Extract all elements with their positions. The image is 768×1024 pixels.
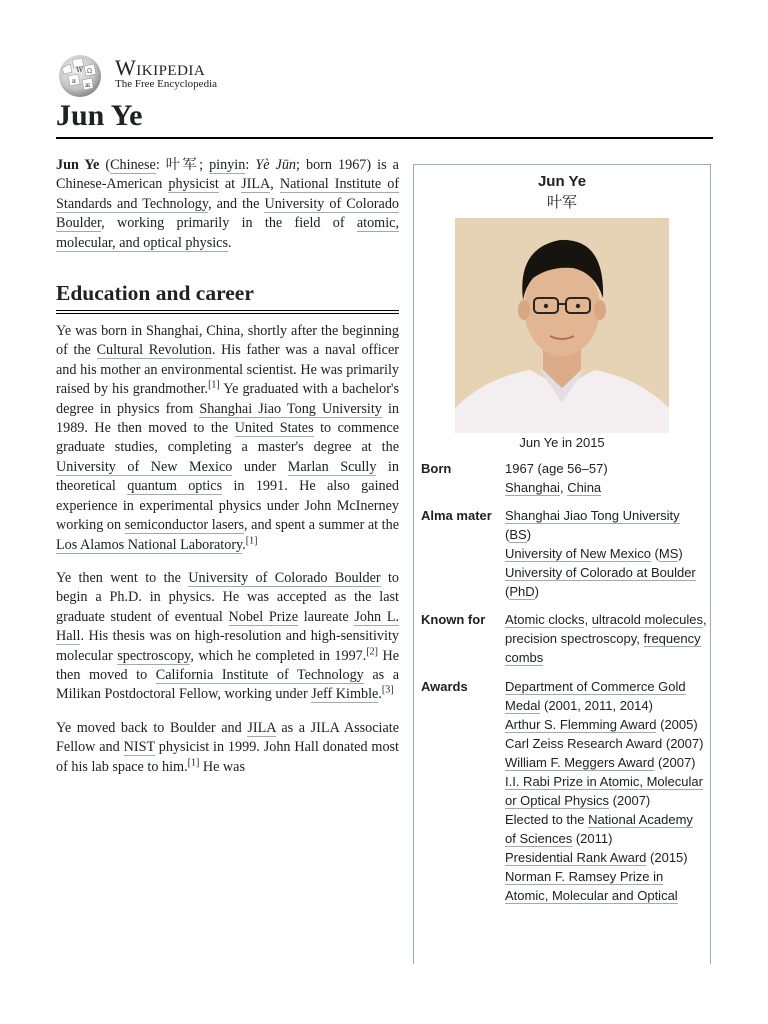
wikipedia-tagline: The Free Encyclopedia bbox=[115, 78, 218, 90]
infobox-row-awards bbox=[414, 677, 710, 905]
portrait-photo[interactable] bbox=[455, 218, 669, 433]
link-nist[interactable]: National Institute of Standards and Technology bbox=[56, 176, 400, 212]
link-ramsey-prize[interactable]: Norman F. Ramsey Prize in Atomic, Molecular and Optical bbox=[505, 869, 678, 903]
paragraph-text: Ye then went to the bbox=[56, 569, 181, 586]
born-text: born 1967 bbox=[305, 157, 367, 173]
paragraph-early-life: Ye was born in Shanghai, China, shortly after the beginning of the Cultural Revolution. His father was a naval officer and his mother an environmental scientist. He was primarily raised by his grandmother.[1] Ye graduated with a bachelor's degree in physics from Shanghai Jiao Tong University in 1989. He then moved to the United States to commence graduate studies, completing a master's degree at the University of New Mexico under Marlan Scully in theoretical quantum optics in 1991. He also gained experience in experimental physics under John McInerney working on semiconductor lasers, and spent a summer at the Los Alamos National Laboratory.[1] bbox=[56, 323, 400, 553]
photo-caption: Jun Ye in 2015 bbox=[519, 435, 605, 450]
infobox-title: Jun Ye bbox=[537, 173, 587, 190]
paragraph-text: . His thesis was on high-resolution and high-sensitivity molecular bbox=[56, 628, 399, 664]
chinese-name: 叶军 bbox=[165, 157, 200, 173]
known-for-text: precision spectroscopy bbox=[505, 631, 637, 646]
award-years: (2011) bbox=[575, 831, 613, 846]
link-nist[interactable]: NIST bbox=[123, 739, 155, 756]
link-atomic-clocks[interactable]: Atomic clocks bbox=[505, 612, 585, 627]
paragraph-text: to begin a Ph.D. in physics. He was accepted as the last graduate student of eventual bbox=[56, 569, 399, 625]
paragraph-text: as a JILA Associate Fellow and bbox=[56, 719, 400, 756]
paragraph-text: , which he completed in 1997. bbox=[190, 647, 367, 664]
intro-text: , and the bbox=[208, 195, 260, 212]
paragraph-text: laureate bbox=[303, 608, 349, 625]
link-john-hall[interactable]: John L. Hall bbox=[56, 608, 400, 645]
svg-text:и: и bbox=[72, 78, 76, 85]
link-lanl[interactable]: Los Alamos National Laboratory bbox=[56, 536, 243, 553]
link-jila[interactable]: JILA bbox=[247, 719, 276, 736]
wikipedia-globe-icon bbox=[56, 54, 104, 98]
paragraph-phd bbox=[56, 569, 399, 705]
paragraph-text: Ye moved back to Boulder and bbox=[56, 719, 242, 736]
link-china[interactable]: China bbox=[567, 480, 602, 495]
link-sjtu[interactable]: Shanghai Jiao Tong University bbox=[199, 400, 382, 417]
link-caltech[interactable]: California Institute of Technology bbox=[155, 666, 364, 683]
link-phd[interactable]: PhD bbox=[509, 584, 535, 599]
link-pinyin[interactable]: pinyin bbox=[209, 157, 246, 173]
award-years: (2005) bbox=[660, 717, 698, 732]
link-nas[interactable]: National Academy of Sciences bbox=[505, 812, 693, 846]
link-bs[interactable]: BS bbox=[509, 527, 527, 542]
paragraph-text: . bbox=[378, 686, 382, 703]
awards-value bbox=[505, 677, 707, 905]
intro-paragraph: Jun Ye (Chinese: 叶军; pinyin: Yè Jūn; born 1967) is a Chinese-American physicist at JILA, National Institute of Standards and Technology, and the University of Colorado Boulder, working primarily in the field of atomic, molecular, and optical physics. bbox=[56, 157, 400, 251]
paragraph-text: in 1991. He also gained experience in experimental physics under John McInerney working on bbox=[56, 478, 399, 534]
link-cu-boulder[interactable]: University of Colorado Boulder bbox=[56, 195, 400, 232]
link-united-states[interactable]: United States bbox=[234, 420, 314, 437]
awards-label: Awards bbox=[421, 679, 468, 694]
link-sjtu[interactable]: Shanghai Jiao Tong University bbox=[505, 508, 680, 523]
link-chinese[interactable]: Chinese bbox=[110, 157, 156, 173]
infobox-row-alma-mater bbox=[414, 506, 710, 601]
link-rabi-prize[interactable]: I.I. Rabi Prize in Atomic, Molecular or Optical Physics bbox=[505, 774, 703, 808]
link-semiconductor-lasers[interactable]: semiconductor lasers bbox=[124, 517, 245, 534]
award-years: (2001, 2011, 2014) bbox=[544, 698, 653, 713]
link-jeff-kimble[interactable]: Jeff Kimble bbox=[311, 686, 379, 703]
alma-mater-label: Alma mater bbox=[421, 508, 492, 523]
paragraph-jila bbox=[56, 719, 399, 777]
born-date: 1967 (age 56–57) bbox=[505, 461, 608, 476]
award-text: Elected to the bbox=[505, 812, 585, 827]
citation-3[interactable]: [3] bbox=[381, 684, 394, 696]
wikipedia-logo[interactable] bbox=[56, 54, 236, 96]
infobox bbox=[413, 164, 711, 964]
infobox-row-born bbox=[414, 459, 710, 497]
link-quantum-optics[interactable]: quantum optics bbox=[127, 478, 223, 495]
link-physicist[interactable]: physicist bbox=[168, 176, 219, 193]
page-title: Jun Ye bbox=[56, 99, 143, 132]
svg-text:ж: ж bbox=[85, 82, 91, 89]
svg-text:W: W bbox=[76, 66, 84, 74]
citation-1[interactable]: [1] bbox=[208, 379, 220, 391]
infobox-row-known-for bbox=[414, 610, 710, 667]
award-years: (2007) bbox=[657, 755, 696, 770]
pinyin-value: Yè Jūn bbox=[255, 157, 297, 173]
link-shanghai[interactable]: Shanghai bbox=[505, 480, 560, 495]
link-meggers-award[interactable]: William F. Meggers Award bbox=[505, 755, 655, 770]
paragraph-text: under bbox=[243, 458, 277, 475]
known-for-value: Atomic clocks, ultracold molecules, precision spectroscopy, frequency combs bbox=[505, 612, 707, 665]
svg-text:Ω: Ω bbox=[87, 68, 92, 75]
link-cultural-revolution[interactable]: Cultural Revolution bbox=[96, 342, 212, 359]
article-body bbox=[56, 156, 399, 791]
paragraph-text: , and spent a summer at the bbox=[244, 517, 400, 534]
link-amo-physics[interactable]: atomic, molecular, and optical physics bbox=[56, 215, 399, 251]
link-commerce-gold-medal[interactable]: Department of Commerce Gold Medal bbox=[505, 679, 686, 713]
alma-mater-value: Shanghai Jiao Tong University (BS) University of New Mexico (MS) University of Colorado at Boulder (PhD) bbox=[505, 508, 696, 599]
paragraph-text: . His father was a naval officer and his mother an environmental scientist. He was primarily raised by his grandmother. bbox=[56, 342, 400, 398]
known-for-label: Known for bbox=[421, 612, 486, 627]
paragraph-text: as a Milikan Postdoctoral Fellow, working under bbox=[56, 666, 399, 703]
link-frequency-combs[interactable]: frequency combs bbox=[505, 631, 701, 665]
intro-text: , working primarily in the field of bbox=[101, 215, 345, 232]
paragraph-text: Ye graduated with a bachelor's degree in physics from bbox=[56, 381, 400, 417]
link-nobel-prize[interactable]: Nobel Prize bbox=[228, 608, 299, 625]
born-label: Born bbox=[421, 461, 452, 476]
paragraph-text: in 1989. He then moved to the bbox=[56, 400, 400, 437]
link-flemming-award[interactable]: Arthur S. Flemming Award bbox=[505, 717, 657, 732]
paragraph-text: He then moved to bbox=[56, 647, 400, 683]
award-years: (2015) bbox=[650, 850, 688, 865]
citation-2[interactable]: [2] bbox=[366, 645, 378, 657]
infobox-native-name: 叶军 bbox=[546, 194, 577, 211]
subject-name: Jun Ye bbox=[56, 157, 100, 173]
born-value: 1967 (age 56–57) Shanghai, China bbox=[505, 461, 608, 495]
link-ms[interactable]: MS bbox=[658, 546, 679, 561]
section-heading-education: Education and career bbox=[56, 279, 399, 314]
link-ultracold-molecules[interactable]: ultracold molecules bbox=[591, 612, 703, 627]
paragraph-text: physicist in 1999. John Hall donated most of his lab space to him. bbox=[56, 739, 399, 775]
intro-text: at bbox=[224, 176, 236, 193]
award-years: (2007) bbox=[612, 793, 651, 808]
link-spectroscopy[interactable]: spectroscopy bbox=[117, 647, 191, 664]
link-marlan-scully[interactable]: Marlan Scully bbox=[287, 458, 377, 475]
title-divider bbox=[56, 137, 713, 139]
paragraph-text: He was bbox=[202, 758, 245, 775]
citation-1[interactable]: [1] bbox=[187, 756, 200, 768]
paragraph-text: to commence graduate studies, completing a master's degree at the bbox=[56, 420, 400, 456]
intro-text: is a Chinese-American bbox=[56, 157, 399, 193]
paragraph-text: in theoretical bbox=[56, 458, 400, 495]
award-zeiss: Carl Zeiss Research Award (2007) bbox=[505, 736, 704, 751]
link-unm[interactable]: University of New Mexico bbox=[56, 458, 233, 475]
citation-1[interactable]: [1] bbox=[245, 534, 258, 546]
paragraph-text: Ye was born in Shanghai, China, shortly after the beginning of the bbox=[56, 323, 399, 359]
wikipedia-wordmark: Wikipedia bbox=[115, 55, 206, 80]
link-unm[interactable]: University of New Mexico bbox=[505, 546, 651, 561]
link-jila[interactable]: JILA bbox=[241, 176, 271, 193]
link-cu-boulder[interactable]: University of Colorado Boulder bbox=[188, 569, 381, 586]
link-presidential-rank-award[interactable]: Presidential Rank Award bbox=[505, 850, 647, 865]
link-cu-boulder[interactable]: University of Colorado at Boulder bbox=[505, 565, 696, 580]
